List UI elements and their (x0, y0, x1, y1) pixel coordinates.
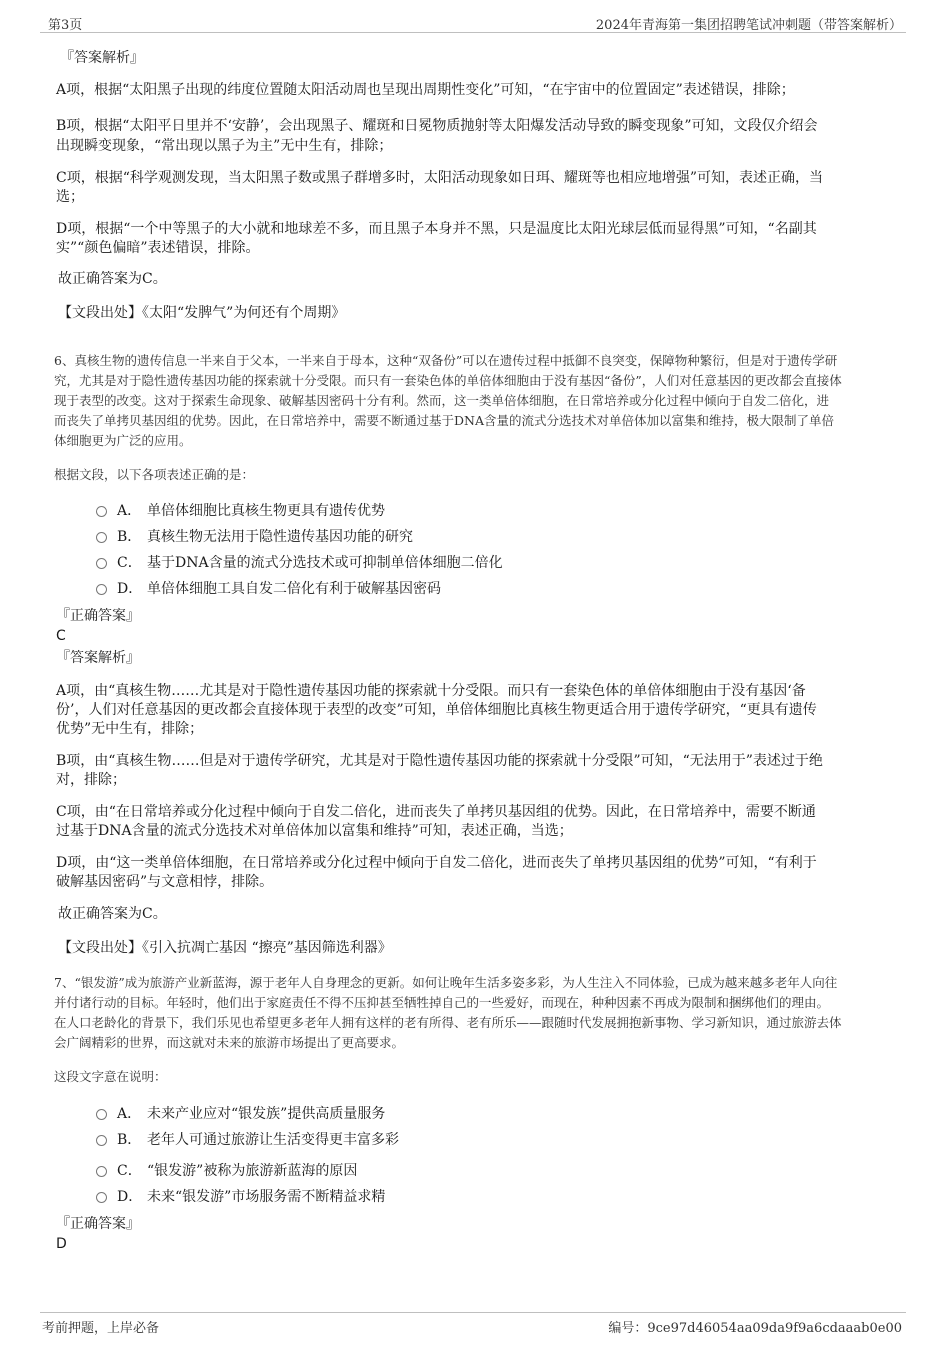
footer-slogan: 考前押题，上岸必备 (42, 1321, 160, 1336)
analysis-d-line2: 破解基因密码”与文意相悖，排除。 (56, 874, 274, 890)
radio-icon[interactable] (96, 558, 107, 569)
question-passage-line: 并付诸行动的目标。年轻时，他们出于家庭责任不得不压抑甚至牺牲掉自己的一些爱好，而现在，种种因素不再成为限制和捆绑他们的理由。 (54, 995, 830, 1010)
document-code: 编号：9ce97d46054aa09da9f9a6cdaaab0e00 (608, 1321, 902, 1336)
option-c[interactable]: C． 基于DNA含量的流式分选技术或可抑制单倍体细胞二倍化 (96, 553, 503, 573)
analysis-label: 『答案解析』 (56, 650, 140, 666)
question-prompt: 根据文段，以下各项表述正确的是： (54, 467, 255, 482)
question-passage-line: 在人口老龄化的背景下，我们乐见也希望更多老年人拥有这样的老有所得、老有所乐——跟随时代发展拥抱新事物、学习新知识，通过旅游去体 (54, 1015, 842, 1030)
option-a[interactable]: A． 未来产业应对“银发族”提供高质量服务 (96, 1104, 385, 1124)
analysis-a-line1: A项，由“真核生物……尤其是对于隐性遗传基因功能的探索就十分受限。而只有一套染色体的单倍体细胞由于没有基因‘备 (56, 683, 806, 699)
option-b[interactable]: B． 真核生物无法用于隐性遗传基因功能的研究 (96, 527, 413, 547)
analysis-a: A项，根据“太阳黑子出现的纬度位置随太阳活动周也呈现出周期性变化”可知，“在宇宙中的位置固定”表述错误，排除； (56, 82, 795, 98)
analysis-d-line2: 实”“颜色偏暗”表述错误，排除。 (56, 240, 260, 256)
analysis-c-line2: 过基于DNA含量的流式分选技术对单倍体加以富集和维持”可知，表述正确，当选； (56, 823, 573, 839)
option-a[interactable]: A． 单倍体细胞比真核生物更具有遗传优势 (96, 501, 385, 521)
document-title: 2024年青海第一集团招聘笔试冲刺题（带答案解析） (595, 18, 902, 33)
radio-icon[interactable] (96, 532, 107, 543)
option-d[interactable]: D． 单倍体细胞工具自发二倍化有利于破解基因密码 (96, 579, 441, 599)
analysis-conclusion: 故正确答案为C。 (58, 906, 167, 922)
question-passage-line: 7、“银发游”成为旅游产业新蓝海，源于老年人自身理念的更新。如何让晚年生活多姿多彩，为人生注入不同体验，已成为越来越多老年人向往 (54, 975, 838, 990)
radio-icon[interactable] (96, 1109, 107, 1120)
radio-icon[interactable] (96, 506, 107, 517)
question-passage-line: 现于表型的改变。这对于探索生命现象、破解基因密码十分有利。然而，这一类单倍体细胞，在日常培养或分化过程中倾向于自发二倍化，进 (54, 393, 830, 408)
correct-answer: C (56, 628, 66, 644)
analysis-d-line1: D项，根据“一个中等黑子的大小就和地球差不多，而且黑子本身并不黑，只是温度比太阳光球层低而显得黑”可知，“名副其 (56, 221, 817, 237)
correct-answer: D (56, 1236, 67, 1252)
option-b[interactable]: B． 老年人可通过旅游让生活变得更丰富多彩 (96, 1130, 399, 1150)
radio-icon[interactable] (96, 584, 107, 595)
option-d[interactable]: D． 未来“银发游”市场服务需不断精益求精 (96, 1187, 385, 1207)
analysis-a-line3: 优势”无中生有，排除； (56, 721, 204, 737)
analysis-b-line1: B项，根据“太阳平日里并不‘安静’，会出现黑子、耀斑和日冕物质抛射等太阳爆发活动导致的瞬变现象”可知，文段仅介绍会 (56, 118, 818, 134)
analysis-a-line2: 份’，人们对任意基因的更改都会直接体现于表型的改变”可知，单倍体细胞比真核生物更适合用于遗传学研究，“更具有遗传 (56, 702, 817, 718)
correct-answer-label: 『正确答案』 (56, 608, 140, 624)
option-c[interactable]: C． “银发游”被称为旅游新蓝海的原因 (96, 1161, 357, 1181)
question-passage-line: 究，尤其是对于隐性遗传基因功能的探索就十分受限。而只有一套染色体的单倍体细胞由于没有基因“备份”，人们对任意基因的更改都会直接体 (54, 373, 842, 388)
radio-icon[interactable] (96, 1192, 107, 1203)
source-citation: 【文段出处】《太阳“发脾气”为何还有个周期》 (58, 305, 346, 321)
page-header (40, 10, 906, 33)
page-footer (40, 1312, 906, 1337)
question-passage-line: 而丧失了单拷贝基因组的优势。因此，在日常培养中，需要不断通过基于DNA含量的流式分选技术对单倍体加以富集和维持，极大限制了单倍 (54, 413, 834, 428)
correct-answer-label: 『正确答案』 (56, 1216, 140, 1232)
analysis-d-line1: D项，由“这一类单倍体细胞，在日常培养或分化过程中倾向于自发二倍化，进而丧失了单拷贝基因组的优势”可知，“有利于 (56, 855, 817, 871)
analysis-c-line2: 选； (56, 189, 84, 205)
analysis-label: 『答案解析』 (60, 50, 144, 66)
analysis-b-line2: 对，排除； (56, 772, 126, 788)
radio-icon[interactable] (96, 1135, 107, 1146)
source-citation: 【文段出处】《引入抗凋亡基因 “擦亮”基因筛选利器》 (58, 940, 392, 956)
question-passage-line: 体细胞更为广泛的应用。 (54, 433, 192, 448)
question-prompt: 这段文字意在说明： (54, 1069, 167, 1084)
analysis-c-line1: C项，根据“科学观测发现，当太阳黑子数或黑子群增多时，太阳活动现象如日珥、耀斑等也相应地增强”可知，表述正确，当 (56, 170, 824, 186)
question-passage-line: 6、真核生物的遗传信息一半来自于父本，一半来自于母本，这种“双备份”可以在遗传过程中抵御不良突变，保障物种繁衍，但是对于遗传学研 (54, 353, 838, 368)
analysis-b-line2: 出现瞬变现象，“常出现以黑子为主”无中生有，排除； (56, 138, 393, 154)
page-number: 第3页 (48, 18, 83, 33)
analysis-b-line1: B项，由“真核生物……但是对于遗传学研究，尤其是对于隐性遗传基因功能的探索就十分受限”可知，“无法用于”表述过于绝 (56, 753, 823, 769)
radio-icon[interactable] (96, 1166, 107, 1177)
analysis-c-line1: C项，由“在日常培养或分化过程中倾向于自发二倍化，进而丧失了单拷贝基因组的优势。因此，在日常培养中，需要不断通 (56, 804, 816, 820)
question-passage-line: 会广阔精彩的世界，而这就对未来的旅游市场提出了更高要求。 (54, 1035, 405, 1050)
analysis-conclusion: 故正确答案为C。 (58, 271, 167, 287)
